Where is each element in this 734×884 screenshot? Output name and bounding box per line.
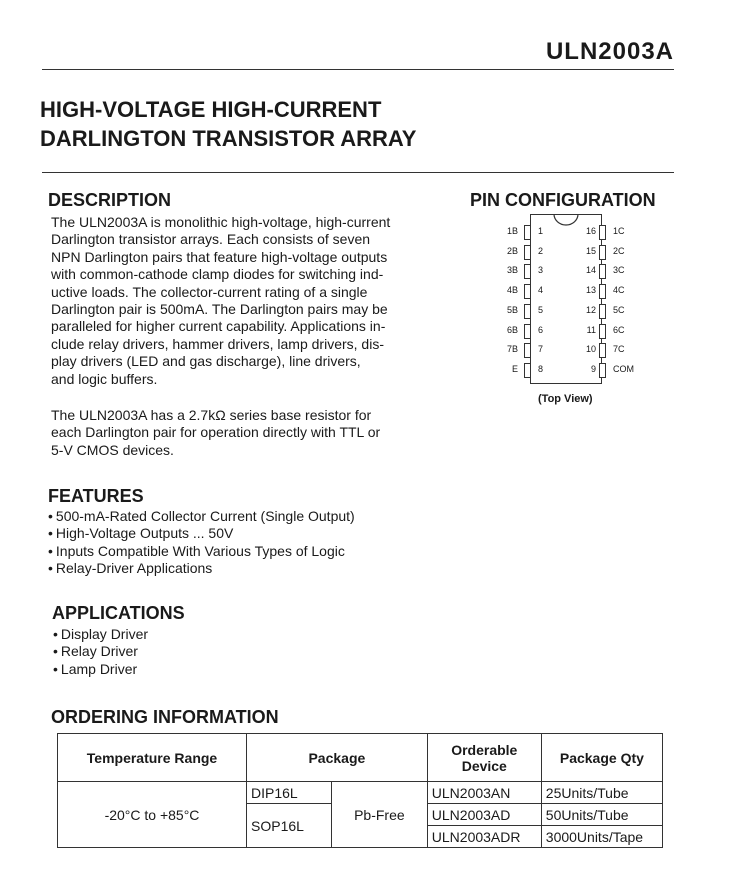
left-pin-row <box>490 323 550 339</box>
list-item: • Inputs Compatible With Various Types of Logic <box>48 543 355 560</box>
col-package: Package <box>247 734 428 782</box>
pin-number: 14 <box>585 265 596 276</box>
pin-name: 1C <box>613 226 625 236</box>
description-heading: DESCRIPTION <box>48 190 172 210</box>
device-cell: ULN2003AD <box>427 804 541 826</box>
part-number: ULN2003A <box>545 38 674 65</box>
pin-lead <box>599 304 606 319</box>
pin-name: 6B <box>506 324 518 335</box>
applications-list <box>53 626 148 678</box>
pin-name: 7C <box>613 344 625 355</box>
right-pin-row <box>574 362 644 378</box>
pin-lead <box>524 324 531 339</box>
title-rule <box>42 172 674 173</box>
description-para-2: The ULN2003A has a 2.7kΩ series base resistor for each Darlington pair for operation directly with TTL or 5-V CMOS devices. <box>51 407 381 458</box>
pin-name: 3B <box>506 265 518 276</box>
list-item: • Display Driver <box>53 626 148 643</box>
pin-name: COM <box>613 363 634 374</box>
pin-name: 5B <box>506 304 518 315</box>
left-pin-row <box>490 283 550 299</box>
pin-name: 4B <box>506 285 518 296</box>
left-pin-row <box>490 303 550 319</box>
table-row <box>58 782 663 804</box>
left-pin-row <box>490 263 550 279</box>
pin-number: 2 <box>538 245 544 256</box>
device-cell: ULN2003ADR <box>427 826 541 848</box>
list-item: • Relay-Driver Applications <box>48 560 355 577</box>
top-view-caption: (Top View) <box>538 393 593 405</box>
qty-cell: 25Units/Tube <box>541 782 662 804</box>
pin-lead <box>524 264 531 279</box>
pin-lead <box>524 225 531 240</box>
pin-lead <box>599 324 606 339</box>
pin-name: 6C <box>613 324 625 335</box>
pin-number: 16 <box>585 226 596 236</box>
pin-number: 5 <box>538 304 544 315</box>
pin-number: 8 <box>538 363 544 374</box>
pin-name: E <box>511 363 518 374</box>
package-cell: SOP16L <box>247 804 332 848</box>
applications-heading: APPLICATIONS <box>52 603 185 623</box>
pin-number: 13 <box>585 285 596 296</box>
list-item: • Relay Driver <box>53 643 148 660</box>
list-item: • High-Voltage Outputs ... 50V <box>48 525 355 542</box>
pin-name: 2C <box>613 245 625 256</box>
right-pin-row <box>574 283 644 299</box>
col-temp-range: Temperature Range <box>58 734 247 782</box>
pin-name: 3C <box>613 265 625 276</box>
pin-lead <box>524 284 531 299</box>
pin-config-heading: PIN CONFIGURATION <box>470 190 656 210</box>
ordering-table <box>57 733 663 848</box>
pin-number: 15 <box>585 245 596 256</box>
qty-cell: 50Units/Tube <box>541 804 662 826</box>
left-pin-row <box>490 244 550 260</box>
right-pin-row <box>574 342 644 358</box>
pin-lead <box>599 245 606 260</box>
left-pin-row <box>490 224 550 240</box>
features-heading: FEATURES <box>48 486 144 506</box>
pin-number: 10 <box>585 344 596 355</box>
pin-name: 1B <box>506 226 518 236</box>
features-list <box>48 508 355 578</box>
pin-name: 4C <box>613 285 625 296</box>
pin-lead <box>599 264 606 279</box>
lead-finish-cell: Pb-Free <box>332 782 428 848</box>
pin-lead <box>524 304 531 319</box>
pin-lead <box>599 284 606 299</box>
left-pin-row <box>490 362 550 378</box>
col-orderable-device: Orderable Device <box>427 734 541 782</box>
pin-number: 4 <box>538 285 544 296</box>
col-package-qty: Package Qty <box>541 734 662 782</box>
pin-name: 2B <box>506 245 518 256</box>
pin-number: 11 <box>586 324 596 335</box>
pin-lead <box>524 363 531 378</box>
left-pin-row <box>490 342 550 358</box>
pin-number: 6 <box>538 324 544 335</box>
ordering-heading: ORDERING INFORMATION <box>51 707 279 727</box>
temp-range-cell: -20°C to +85°C <box>58 782 247 848</box>
pin-lead <box>599 363 606 378</box>
table-header-row <box>58 734 663 782</box>
qty-cell: 3000Units/Tape <box>541 826 662 848</box>
right-pin-row <box>574 323 644 339</box>
title-line-2: DARLINGTON TRANSISTOR ARRAY <box>40 126 417 151</box>
right-pin-row <box>574 224 644 240</box>
device-cell: ULN2003AN <box>427 782 541 804</box>
list-item: • 500-mA-Rated Collector Current (Single Output) <box>48 508 355 525</box>
pin-name: 7B <box>506 344 518 355</box>
pin-lead <box>599 225 606 240</box>
right-pin-row <box>574 303 644 319</box>
list-item: • Lamp Driver <box>53 661 148 678</box>
pin-number: 9 <box>590 363 596 374</box>
pin-lead <box>599 343 606 358</box>
description-para-1: The ULN2003A is monolithic high-voltage, high-current Darlington transistor arrays. Each consists of seven NPN Darlington pairs that feature high-voltage outputs with common-cathode clamp diodes for switching ind- uctive loads. The collector-current rating of a single Darlington pair is 500mA. The Darlington pairs may be paralleled for higher current capability. Applications in- clude relay drivers, hammer drivers, lamp drivers, dis- play drivers (LED and gas discharge), line drivers, and logic buffers. <box>51 214 391 387</box>
pin-name: 5C <box>613 304 625 315</box>
page-title <box>40 95 416 153</box>
header-rule <box>42 69 674 70</box>
pin-lead <box>524 343 531 358</box>
title-line-1: HIGH-VOLTAGE HIGH-CURRENT <box>40 97 382 122</box>
package-cell: DIP16L <box>247 782 332 804</box>
pin-number: 7 <box>538 344 544 355</box>
right-pin-row <box>574 263 644 279</box>
pin-number: 1 <box>538 226 544 236</box>
pin-number: 12 <box>585 304 596 315</box>
pin-lead <box>524 245 531 260</box>
right-pin-row <box>574 244 644 260</box>
pin-number: 3 <box>538 265 544 276</box>
